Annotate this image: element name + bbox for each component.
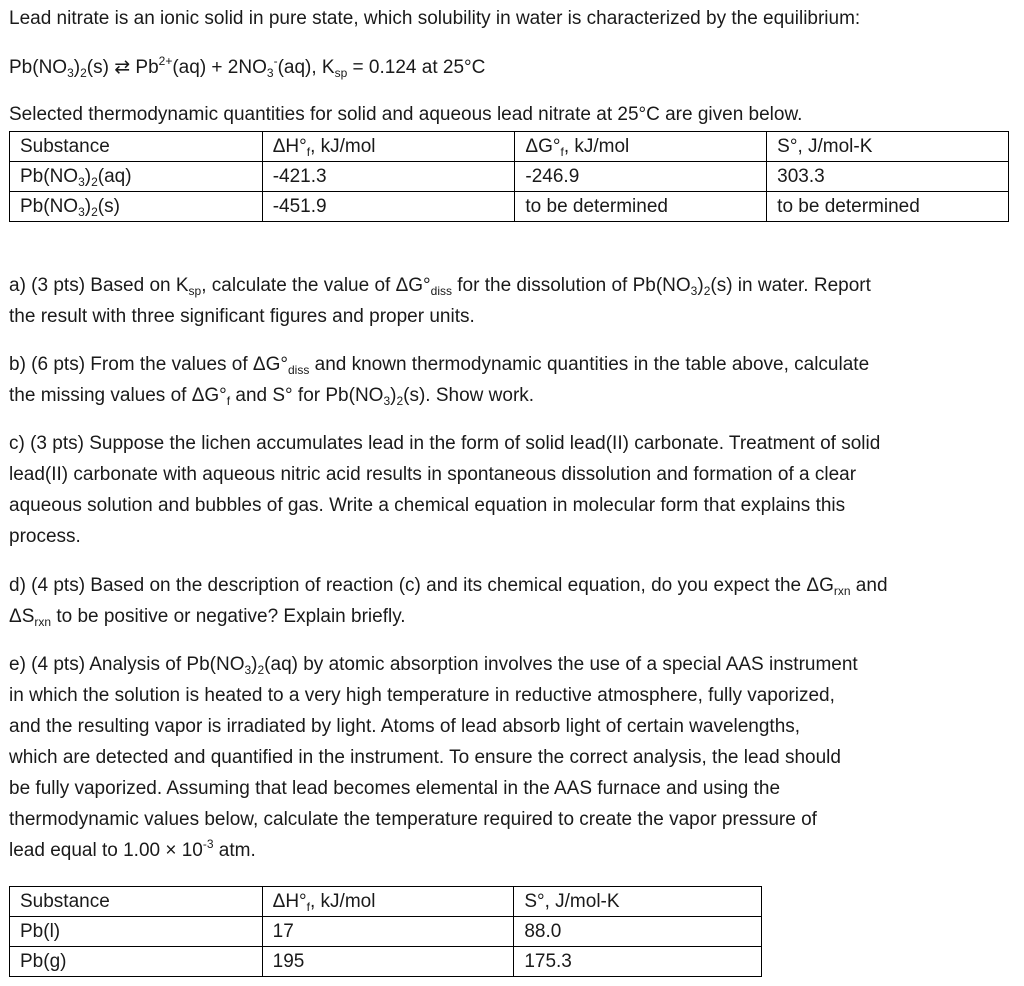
q-sub: rxn (833, 584, 851, 598)
q-text: and (850, 575, 888, 596)
header-cell: Substance (10, 887, 263, 917)
table-cell: Pb(l) (10, 917, 263, 947)
intro-text: Lead nitrate is an ionic solid in pure state, which solubility in water is characterized by the equilibrium: (9, 8, 861, 29)
question-line: which are detected and quantified in the instrument. To ensure the correct analysis, the lead should (9, 747, 841, 768)
question-line: aqueous solution and bubbles of gas. Write a chemical equation in molecular form that explains this (9, 495, 846, 516)
question-line: and the resulting vapor is irradiated by light. Atoms of lead absorb light of certain wavelengths, (9, 716, 801, 737)
q-sub: 3 (383, 394, 391, 408)
q-text: , calculate the value of ΔG° (201, 275, 431, 296)
question-line (9, 349, 1014, 380)
table-cell: 175.3 (514, 947, 762, 977)
q-sub: 2 (396, 394, 404, 408)
q-sup: -3 (202, 837, 214, 851)
q-sub: 2 (257, 663, 265, 677)
eq-part: (aq) + 2NO (172, 57, 267, 78)
q-text: ΔS (9, 606, 35, 627)
q-text: a) (3 pts) Based on K (9, 275, 189, 296)
q-text: d) (4 pts) Based on the description of reaction (c) and its chemical equation, do you expect the ΔG (9, 575, 834, 596)
eq-part: (aq), K (277, 57, 335, 78)
table-header-row (10, 887, 762, 917)
question-line: lead(II) carbonate with aqueous nitric acid results in spontaneous dissolution and formation of a clear (9, 464, 857, 485)
table-cell: 88.0 (514, 917, 762, 947)
q-text: ) (697, 275, 704, 296)
eq-sup: - (273, 54, 278, 68)
q-text: b) (6 pts) From the values of ΔG° (9, 354, 288, 375)
header-cell: $\Delta H^\circ_f$, kJ/mol (262, 132, 515, 162)
question-line (9, 649, 1014, 680)
table-cell: -421.3 (262, 162, 515, 192)
header-cell: S°, J/mol-K (767, 132, 1009, 162)
table-cell: to be determined (515, 192, 767, 222)
q-text: for the dissolution of Pb(NO (452, 275, 691, 296)
table-cell: 303.3 (767, 162, 1009, 192)
question-a (9, 270, 1014, 332)
header-cell: $\Delta H^\circ_f$, kJ/mol (262, 887, 514, 917)
eq-sub: 2 (80, 66, 87, 80)
question-line (9, 835, 1014, 866)
q-sub: diss (430, 284, 452, 298)
caption-text: Selected thermodynamic quantities for solid and aqueous lead nitrate at 25°C are given below. (9, 104, 803, 125)
q-sub: 2 (703, 284, 711, 298)
question-line (9, 601, 1014, 632)
eq-sub: 3 (67, 66, 74, 80)
q-text: lead equal to 1.00 × 10 (9, 840, 203, 861)
equilibrium-equation (9, 54, 486, 80)
q-sub: 3 (244, 663, 252, 677)
table-cell: -246.9 (515, 162, 767, 192)
table-cell: 195 (262, 947, 514, 977)
q-sub: diss (288, 363, 310, 377)
q-text: and known thermodynamic quantities in the table above, calculate (309, 354, 870, 375)
q-text: (aq) by atomic absorption involves the use of a special AAS instrument (264, 654, 858, 675)
question-line: c) (3 pts) Suppose the lichen accumulates lead in the form of solid lead(II) carbonate. Treatment of solid (9, 433, 881, 454)
eq-sub: sp (334, 66, 348, 80)
table-cell: 17 (262, 917, 514, 947)
question-line: process. (9, 526, 81, 547)
question-line (9, 570, 1014, 601)
q-sub: f (226, 394, 231, 408)
eq-sub: 3 (266, 66, 274, 80)
eq-part: = 0.124 at 25°C (347, 57, 486, 78)
q-text: to be positive or negative? Explain briefly. (51, 606, 406, 627)
question-e (9, 649, 1014, 866)
table-cell: -451.9 (262, 192, 515, 222)
header-cell: Substance (10, 132, 263, 162)
q-sub: rxn (34, 615, 52, 629)
question-b (9, 349, 1014, 411)
eq-part: Pb(NO (9, 57, 68, 78)
q-text: ) (251, 654, 258, 675)
q-sub: 3 (690, 284, 698, 298)
question-line: thermodynamic values below, calculate the temperature required to create the vapor pressure of (9, 809, 817, 830)
q-text: ) (390, 385, 397, 406)
eq-part: (s) (86, 57, 109, 78)
question-line (9, 380, 1014, 411)
question-line (9, 270, 1014, 301)
question-line: the result with three significant figures and proper units. (9, 306, 475, 327)
q-text: and S° for Pb(NO (230, 385, 384, 406)
question-line: in which the solution is heated to a very high temperature in reductive atmosphere, fully vaporized, (9, 685, 835, 706)
eq-part: Pb (135, 57, 159, 78)
q-text: atm. (213, 840, 256, 861)
q-text: (s). Show work. (403, 385, 535, 406)
table-header-row (10, 132, 1009, 162)
table-cell: to be determined (767, 192, 1009, 222)
q-sub: sp (188, 284, 202, 298)
table-row (10, 162, 1009, 192)
table-row (10, 947, 762, 977)
q-text: the missing values of ΔG° (9, 385, 227, 406)
lead-vapor-table (9, 886, 762, 977)
eq-sup: 2+ (158, 54, 173, 68)
header-cell: S°, J/mol-K (514, 887, 762, 917)
question-d (9, 570, 1014, 632)
equilibrium-arrow: ⇄ (114, 57, 131, 78)
header-cell: $\Delta G^\circ_f$, kJ/mol (515, 132, 767, 162)
q-text: (s) in water. Report (710, 275, 871, 296)
q-text: e) (4 pts) Analysis of Pb(NO (9, 654, 245, 675)
table-row (10, 917, 762, 947)
table-caption (9, 104, 802, 126)
eq-part: ) (73, 57, 81, 78)
intro-line (9, 8, 860, 30)
table-cell: $Pb(NO_3)_2(s)$ (10, 192, 263, 222)
question-line: be fully vaporized. Assuming that lead becomes elemental in the AAS furnace and using the (9, 778, 781, 799)
question-c (9, 428, 1014, 552)
lead-nitrate-table (9, 131, 1009, 222)
table-cell: $Pb(NO_3)_2(aq)$ (10, 162, 263, 192)
table-row (10, 192, 1009, 222)
table-cell: Pb(g) (10, 947, 263, 977)
